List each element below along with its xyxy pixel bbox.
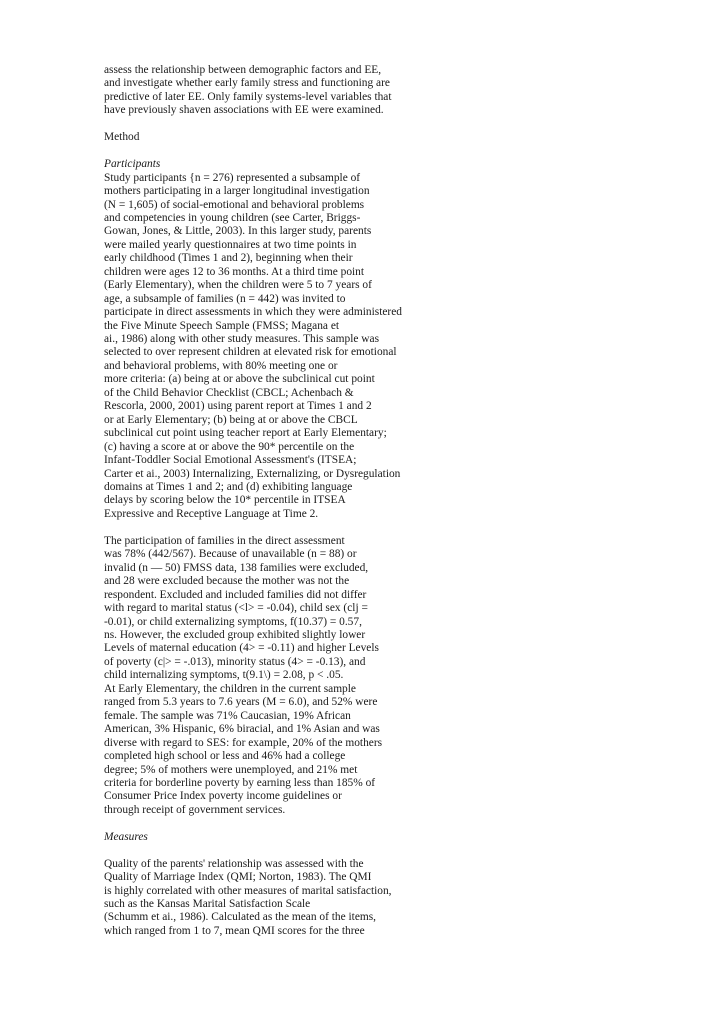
text-line: is highly correlated with other measures of marital satisfaction, (104, 884, 392, 897)
participants-paragraph (104, 172, 434, 522)
text-line: At Early Elementary, the children in the current sample (104, 682, 356, 695)
text-line: selected to over represent children at elevated risk for emotional (104, 346, 397, 359)
text-line: The participation of families in the direct assessment (104, 534, 345, 547)
measures-paragraph (104, 858, 434, 939)
text-line: (Early Elementary), when the children were 5 to 7 years of (104, 279, 372, 292)
text-line: ranged from 5.3 years to 7.6 years (M = 6.0), and 52% were (104, 696, 378, 709)
text-line: -0.01), or child externalizing symptoms, f(10.37) = 0.57, (104, 615, 362, 628)
text-line: completed high school or less and 46% had a college (104, 750, 346, 763)
text-line: with regard to marital status (<l> = -0.04), child sex (clj = (104, 602, 368, 615)
text-line: delays by scoring below the 10* percentile in ITSEA (104, 494, 346, 507)
text-line: predictive of later EE. Only family systems-level variables that (104, 90, 392, 103)
text-line: assess the relationship between demographic factors and EE, (104, 64, 382, 76)
text-line: Rescorla, 2000, 2001) using parent report at Times 1 and 2 (104, 400, 372, 413)
text-line: through receipt of government services. (104, 803, 286, 816)
text-line: Study participants {n = 276) represented a subsample of (104, 171, 361, 184)
text-line: Expressive and Receptive Language at Time 2. (104, 507, 319, 520)
text-line: female. The sample was 71% Caucasian, 19% African (104, 709, 351, 722)
text-line: have previously shaven associations with EE were examined. (104, 104, 384, 117)
text-line: and behavioral problems, with 80% meeting one or (104, 359, 338, 372)
participation-paragraph (104, 535, 434, 818)
text-line: the Five Minute Speech Sample (FMSS; Magana et (104, 319, 340, 332)
text-line: ns. However, the excluded group exhibited slightly lower (104, 628, 366, 641)
text-line: degree; 5% of mothers were unemployed, and 21% met (104, 763, 358, 776)
text-line: domains at Times 1 and 2; and (d) exhibiting language (104, 481, 353, 494)
text-line: criteria for borderline poverty by earning less than 185% of (104, 776, 376, 789)
participants-heading: Participants (104, 158, 161, 171)
text-line: of poverty (c|> = -.013), minority status (4> = -0.13), and (104, 655, 366, 668)
text-line: early childhood (Times 1 and 2), beginning when their (104, 252, 353, 265)
text-line: respondent. Excluded and included families did not differ (104, 588, 367, 601)
text-line: Quality of the parents' relationship was assessed with the (104, 857, 364, 870)
text-line: (Schumm et ai., 1986). Calculated as the mean of the items, (104, 911, 377, 924)
text-line: (c) having a score at or above the 90* percentile on the (104, 440, 355, 453)
intro-paragraph (104, 64, 434, 118)
text-line: Carter et ai., 2003) Internalizing, Externalizing, or Dysregulation (104, 467, 401, 480)
text-line: participate in direct assessments in which they were administered (104, 306, 402, 319)
text-line: Consumer Price Index poverty income guidelines or (104, 790, 342, 803)
measures-heading: Measures (104, 830, 148, 843)
text-line: Gowan, Jones, & Little, 2003). In this larger study, parents (104, 225, 372, 238)
text-line: which ranged from 1 to 7, mean QMI scores for the three (104, 924, 365, 937)
text-line: more criteria: (a) being at or above the subclinical cut point (104, 373, 375, 386)
text-line: or at Early Elementary; (b) being at or above the CBCL (104, 413, 358, 426)
text-line: subclinical cut point using teacher report at Early Elementary; (104, 427, 387, 440)
text-line: mothers participating in a larger longitudinal investigation (104, 185, 370, 198)
text-line: of the Child Behavior Checklist (CBCL; Achenbach & (104, 386, 354, 399)
text-line: Levels of maternal education (4> = -0.11) and higher Levels (104, 642, 379, 655)
text-line: diverse with regard to SES: for example, 20% of the mothers (104, 736, 383, 749)
text-line: and 28 were excluded because the mother was not the (104, 575, 350, 588)
text-line: and competencies in young children (see Carter, Briggs- (104, 211, 361, 224)
document-page (104, 64, 434, 938)
text-line: children were ages 12 to 36 months. At a third time point (104, 265, 365, 278)
method-heading: Method (104, 131, 140, 144)
text-line: were mailed yearly questionnaires at two time points in (104, 238, 357, 251)
text-line: American, 3% Hispanic, 6% biracial, and 1% Asian and was (104, 723, 380, 736)
text-line: was 78% (442/567). Because of unavailable (n = 88) or (104, 548, 357, 561)
text-line: and investigate whether early family stress and functioning are (104, 77, 390, 90)
text-line: Quality of Marriage Index (QMI; Norton, 1983). The QMI (104, 871, 372, 884)
text-line: ai., 1986) along with other study measures. This sample was (104, 333, 380, 346)
text-line: age, a subsample of families (n = 442) was invited to (104, 292, 346, 305)
text-line: (N = 1,605) of social-emotional and behavioral problems (104, 198, 365, 211)
text-line: invalid (n — 50) FMSS data, 138 families were excluded, (104, 561, 369, 574)
text-line: Infant-Toddler Social Emotional Assessment's (ITSEA; (104, 454, 357, 467)
text-line: child internalizing symptoms, t(9.1\) = 2.08, p < .05. (104, 669, 344, 682)
text-line: such as the Kansas Marital Satisfaction Scale (104, 898, 311, 911)
